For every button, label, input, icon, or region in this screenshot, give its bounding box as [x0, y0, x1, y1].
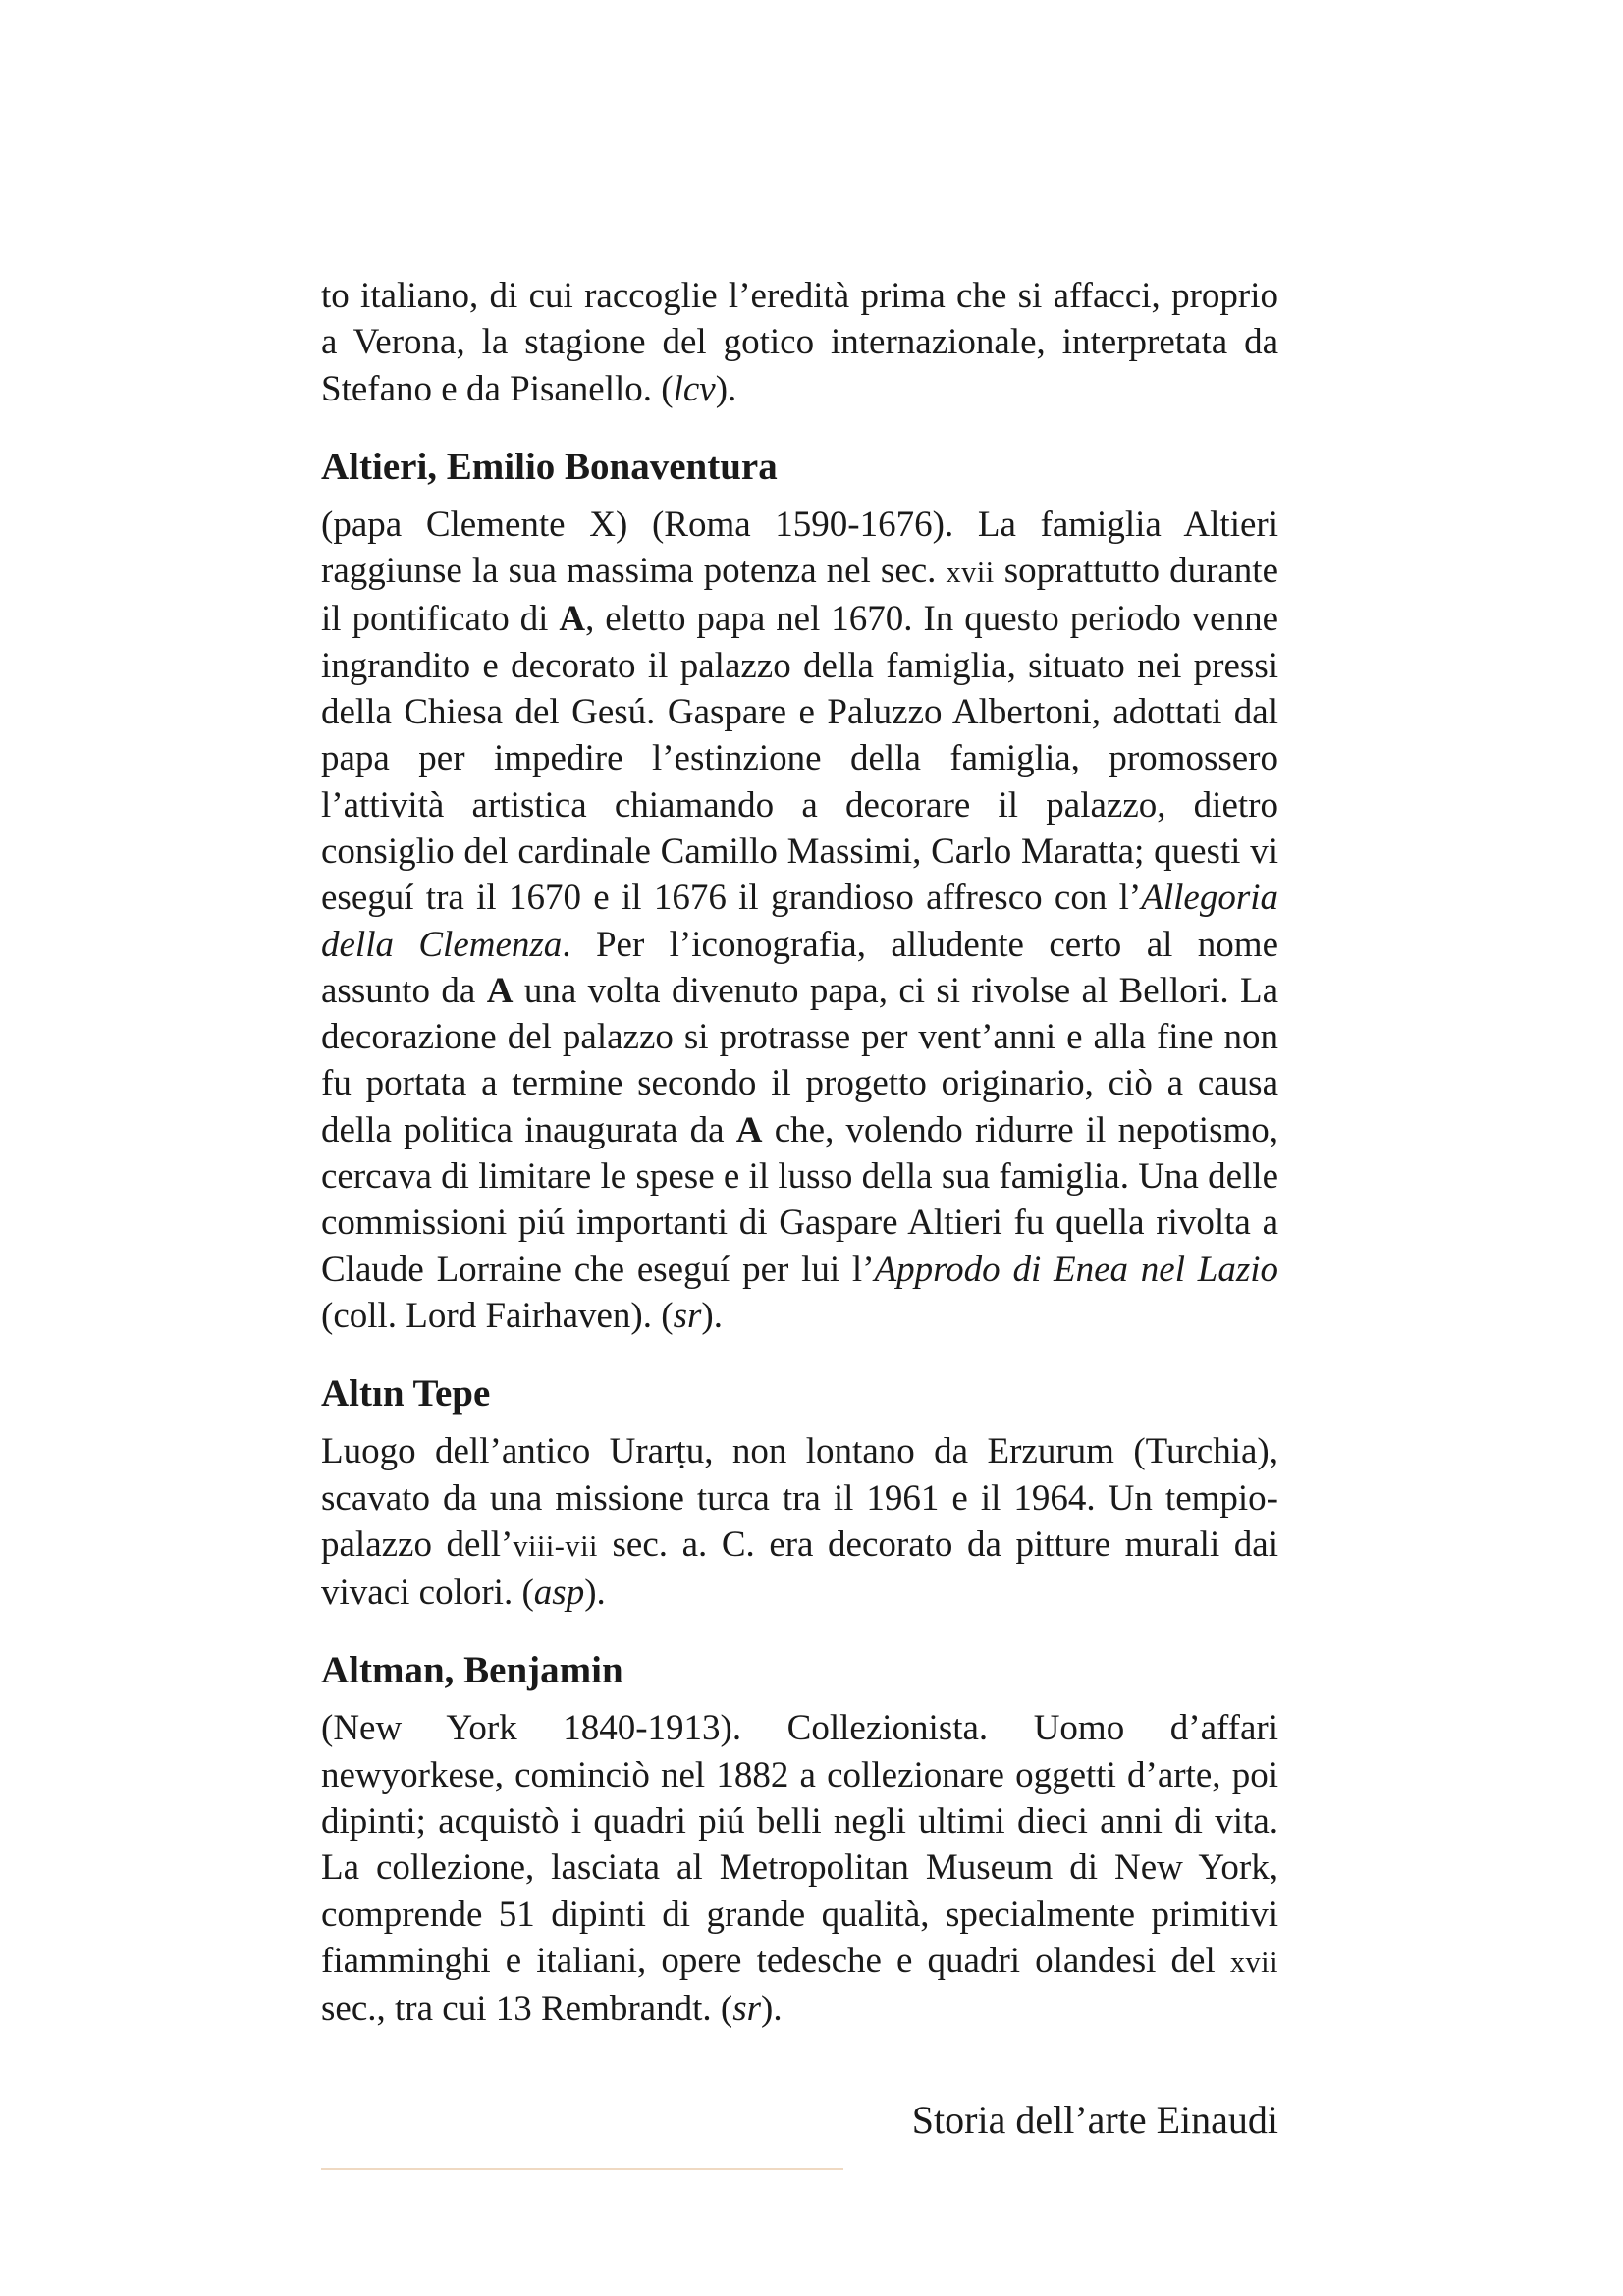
- entry-text: Luogo dell’antico Urarṭu, non lontano da Erzurum (Turchia), scavato da una missione turca tra il 1961 e il 1964. Un tempio-palazzo dell’: [321, 1431, 1278, 1565]
- artwork-title: Allegoria della Clemenza: [321, 878, 1278, 965]
- page-footer: [321, 2093, 1278, 2152]
- intro-paragraph: to italiano, di cui raccoglie l’eredità prima che si affacci, proprio a Verona, la stagione del gotico internazionale, interpretata da Stefano e da Pisanello. (lcv).: [321, 276, 1278, 409]
- entry-body: (papa Clemente X) (Roma 1590-1676). La famiglia Altieri raggiunse la sua massima potenza nel sec. xvii soprattutto durante il pontificato di A, eletto papa nel 1670. In questo periodo venne ingrandito e decorato il palazzo della famiglia, situato nei pressi della Chiesa del Gesú. Gaspare e Paluzzo Albertoni, adottati dal papa per impedire l’estinzione della famiglia, promossero l’attività artistica chiamando a decorare il palazzo, dietro consiglio del cardinale Camillo Massimi, Carlo Maratta; questi vi eseguí tra il 1670 e il 1676 il grandioso affresco con l’Allegoria della Clemenza. Per l’iconografia, alludente certo al nome assunto da A una volta divenuto papa, ci si rivolse al Bellori. La decorazione del palazzo si protrasse per vent’anni e alla fine non fu portata a termine secondo il progetto originario, ciò a causa della politica inaugurata da A che, volendo ridurre il nepotismo, cercava di limitare le spese e il lusso della sua famiglia. Una delle commissioni piú importanti di Gaspare Altieri fu quella rivolta a Claude Lorraine che eseguí per lui l’Approdo di Enea nel Lazio (coll. Lord Fairhaven). (sr).: [321, 504, 1279, 1336]
- entry-abbreviation: A: [486, 970, 514, 1011]
- entry-title: Altın Tepe: [321, 1372, 491, 1415]
- intro-text: to italiano, di cui raccoglie l’eredità prima che si affacci, proprio a Verona, la stagione del gotico internazionale, interpretata da Stefano e da Pisanello.: [321, 276, 1278, 409]
- entry-abbreviation: A: [559, 599, 586, 640]
- entry-title: Altieri, Emilio Bonaventura: [321, 445, 778, 488]
- entry-text: (papa Clemente X) (Roma 1590-1676). La famiglia Altieri raggiunse la sua massima potenza nel sec.: [321, 504, 1278, 592]
- entry-text: che, volendo ridurre il nepotismo, cercava di limitare le spese e il lusso della sua famiglia. Una delle commissioni piú importanti di Gaspare Altieri fu quella rivolta a Claude Lorraine che eseguí per lui l’: [321, 1109, 1279, 1290]
- entry-altman: [321, 1646, 1278, 2032]
- century-numeral: viii-vii: [513, 1528, 598, 1563]
- entry-body: (New York 1840-1913). Collezionista. Uomo d’affari newyorkese, cominciò nel 1882 a collezionare oggetti d’arte, poi dipinti; acquistò i quadri piú belli negli ultimi dieci anni di vita. La collezione, lasciata al Metropolitan Museum di New York, comprende 51 dipinti di grande qualità, specialmente primitivi fiamminghi e italiani, opere tedesche e quadri olandesi del xvii sec., tra cui 13 Rembrandt. (sr).: [321, 1708, 1279, 2030]
- entry-title: Altman, Benjamin: [321, 1649, 623, 1692]
- artwork-title: Approdo di Enea nel Lazio: [874, 1249, 1278, 1290]
- publication-title: Storia dell’arte Einaudi: [911, 2098, 1278, 2142]
- footer-rule: [321, 2168, 843, 2170]
- page-body: [321, 273, 1278, 2033]
- entry-text: (New York 1840-1913). Collezionista. Uomo d’affari newyorkese, cominciò nel 1882 a collezionare oggetti d’arte, poi dipinti; acquistò i quadri piú belli negli ultimi dieci anni di vita. La collezione, lasciata al Metropolitan Museum di New York, comprende 51 dipinti di grande qualità, specialmente primitivi fiamminghi e italiani, opere tedesche e quadri olandesi del: [321, 1708, 1278, 1981]
- century-numeral: xvii: [1229, 1945, 1279, 1979]
- entry-text: una volta divenuto papa, ci si rivolse al Bellori. La decorazione del palazzo si protrasse per vent’anni e alla fine non fu portata a termine secondo il progetto originario, ciò a causa della politica inaugurata da: [321, 970, 1279, 1150]
- entry-text: sec. a. C. era decorato da pitture murali dai vivaci colori.: [321, 1523, 1279, 1614]
- entry-altieri: [321, 443, 1278, 1339]
- century-numeral: xvii: [946, 556, 995, 590]
- entry-abbreviation: A: [735, 1109, 763, 1150]
- author-initials: asp: [533, 1573, 585, 1614]
- entry-altin-tepe: [321, 1369, 1278, 1616]
- entry-text: , eletto papa nel 1670. In questo periodo venne ingrandito e decorato il palazzo della famiglia, situato nei pressi della Chiesa del Gesú. Gaspare e Paluzzo Albertoni, adottati dal papa per impedire l’estinzione della famiglia, promossero l’attività artistica chiamando a decorare il palazzo, dietro consiglio del cardinale Camillo Massimi, Carlo Maratta; questi vi eseguí tra il 1670 e il 1676 il grandioso affresco con l’: [321, 599, 1278, 919]
- author-initials: sr: [732, 1989, 762, 2030]
- entry-text: (coll. Lord Fairhaven).: [321, 1295, 652, 1336]
- entry-text: soprattutto durante il pontificato di: [321, 551, 1279, 640]
- author-initials: sr: [673, 1295, 702, 1336]
- entry-body: Luogo dell’antico Urarṭu, non lontano da Erzurum (Turchia), scavato da una missione turca tra il 1961 e il 1964. Un tempio-palazzo dell’viii-vii sec. a. C. era decorato da pitture murali dai vivaci colori. (asp).: [321, 1431, 1279, 1614]
- entry-text: sec., tra cui 13 Rembrandt.: [321, 1989, 712, 2030]
- entry-text: . Per l’iconografia, alludente certo al nome assunto da: [321, 924, 1278, 1011]
- author-initials: lcv: [673, 368, 716, 409]
